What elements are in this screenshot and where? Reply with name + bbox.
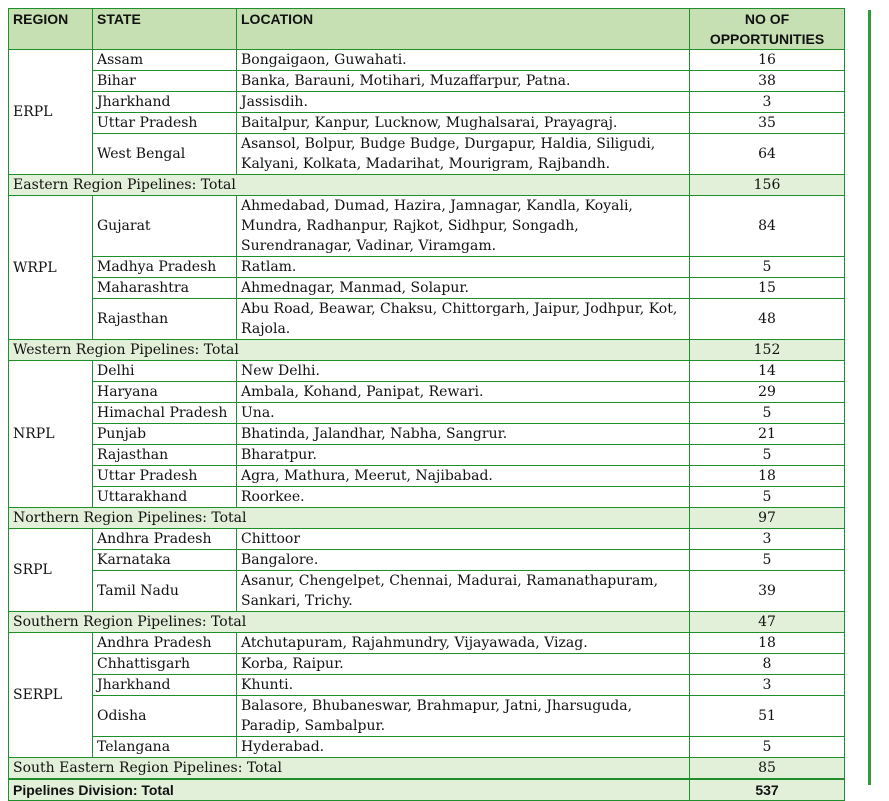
grand-total-value: 537	[690, 779, 845, 801]
header-region: REGION	[9, 9, 93, 50]
count-cell: 48	[690, 299, 845, 340]
count-cell: 8	[690, 654, 845, 675]
state-cell: Telangana	[93, 737, 237, 758]
location-cell: Ratlam.	[237, 257, 690, 278]
table-header-row	[9, 9, 845, 50]
region-cell: WRPL	[9, 196, 93, 340]
count-cell: 38	[690, 71, 845, 92]
region-total-value: 97	[690, 508, 845, 529]
count-cell: 5	[690, 487, 845, 508]
table-row	[9, 257, 845, 278]
table-row	[9, 445, 845, 466]
state-cell: West Bengal	[93, 134, 237, 175]
table-row	[9, 196, 845, 257]
state-cell: Haryana	[93, 382, 237, 403]
header-location: LOCATION	[237, 9, 690, 50]
location-cell: Banka, Barauni, Motihari, Muzaffarpur, Patna.	[237, 71, 690, 92]
region-total-value: 47	[690, 612, 845, 633]
state-cell: Uttarakhand	[93, 487, 237, 508]
state-cell: Chhattisgarh	[93, 654, 237, 675]
table-row	[9, 696, 845, 737]
state-cell: Karnataka	[93, 550, 237, 571]
table-row	[9, 403, 845, 424]
state-cell: Rajasthan	[93, 445, 237, 466]
region-total-value: 156	[690, 175, 845, 196]
state-cell: Rajasthan	[93, 299, 237, 340]
count-cell: 29	[690, 382, 845, 403]
state-cell: Jharkhand	[93, 675, 237, 696]
location-cell: Bhatinda, Jalandhar, Nabha, Sangrur.	[237, 424, 690, 445]
count-cell: 5	[690, 737, 845, 758]
state-cell: Jharkhand	[93, 92, 237, 113]
state-cell: Delhi	[93, 361, 237, 382]
table-row	[9, 550, 845, 571]
count-cell: 3	[690, 92, 845, 113]
state-cell: Andhra Pradesh	[93, 529, 237, 550]
count-cell: 16	[690, 50, 845, 71]
state-cell: Assam	[93, 50, 237, 71]
count-cell: 3	[690, 675, 845, 696]
count-cell: 51	[690, 696, 845, 737]
table-row	[9, 571, 845, 612]
location-cell: Atchutapuram, Rajahmundry, Vijayawada, Vizag.	[237, 633, 690, 654]
location-cell: Una.	[237, 403, 690, 424]
table-row	[9, 278, 845, 299]
table-row	[9, 382, 845, 403]
count-cell: 64	[690, 134, 845, 175]
state-cell: Andhra Pradesh	[93, 633, 237, 654]
grand-total-row	[9, 779, 845, 801]
state-cell: Gujarat	[93, 196, 237, 257]
grand-total-label: Pipelines Division: Total	[9, 779, 690, 801]
table-row	[9, 633, 845, 654]
header-state: STATE	[93, 9, 237, 50]
count-cell: 21	[690, 424, 845, 445]
state-cell: Uttar Pradesh	[93, 113, 237, 134]
region-total-label: South Eastern Region Pipelines: Total	[9, 758, 690, 780]
region-total-label: Southern Region Pipelines: Total	[9, 612, 690, 633]
table-row	[9, 737, 845, 758]
location-cell: Jassisdih.	[237, 92, 690, 113]
region-total-value: 152	[690, 340, 845, 361]
table-row	[9, 361, 845, 382]
table-row	[9, 675, 845, 696]
table-row	[9, 134, 845, 175]
region-total-value: 85	[690, 758, 845, 780]
table-row	[9, 487, 845, 508]
count-cell: 14	[690, 361, 845, 382]
region-total-row	[9, 175, 845, 196]
count-cell: 15	[690, 278, 845, 299]
table-row	[9, 424, 845, 445]
region-total-label: Northern Region Pipelines: Total	[9, 508, 690, 529]
region-total-row	[9, 508, 845, 529]
location-cell: Khunti.	[237, 675, 690, 696]
table-row	[9, 654, 845, 675]
state-cell: Madhya Pradesh	[93, 257, 237, 278]
count-cell: 5	[690, 550, 845, 571]
state-cell: Tamil Nadu	[93, 571, 237, 612]
count-cell: 3	[690, 529, 845, 550]
count-cell: 5	[690, 445, 845, 466]
region-total-label: Eastern Region Pipelines: Total	[9, 175, 690, 196]
count-cell: 18	[690, 466, 845, 487]
location-cell: Ahmednagar, Manmad, Solapur.	[237, 278, 690, 299]
location-cell: Abu Road, Beawar, Chaksu, Chittorgarh, Jaipur, Jodhpur, Kot, Rajola.	[237, 299, 690, 340]
region-total-label: Western Region Pipelines: Total	[9, 340, 690, 361]
state-cell: Odisha	[93, 696, 237, 737]
page-border-rule	[868, 10, 871, 785]
location-cell: Bangalore.	[237, 550, 690, 571]
location-cell: Roorkee.	[237, 487, 690, 508]
location-cell: Bongaigaon, Guwahati.	[237, 50, 690, 71]
state-cell: Uttar Pradesh	[93, 466, 237, 487]
header-opportunities: NO OF OPPORTUNITIES	[690, 9, 845, 50]
location-cell: Chittoor	[237, 529, 690, 550]
location-cell: Baitalpur, Kanpur, Lucknow, Mughalsarai, Prayagraj.	[237, 113, 690, 134]
region-cell: SERPL	[9, 633, 93, 758]
region-cell: NRPL	[9, 361, 93, 508]
location-cell: Korba, Raipur.	[237, 654, 690, 675]
table-row	[9, 466, 845, 487]
table-body	[9, 50, 845, 801]
state-cell: Himachal Pradesh	[93, 403, 237, 424]
location-cell: Bharatpur.	[237, 445, 690, 466]
count-cell: 39	[690, 571, 845, 612]
region-cell: SRPL	[9, 529, 93, 612]
count-cell: 18	[690, 633, 845, 654]
state-cell: Maharashtra	[93, 278, 237, 299]
table-row	[9, 113, 845, 134]
state-cell: Bihar	[93, 71, 237, 92]
table-row	[9, 299, 845, 340]
location-cell: Asansol, Bolpur, Budge Budge, Durgapur, Haldia, Siligudi, Kalyani, Kolkata, Madarihat, Mourigram, Rajbandh.	[237, 134, 690, 175]
count-cell: 35	[690, 113, 845, 134]
table-row	[9, 529, 845, 550]
region-total-row	[9, 340, 845, 361]
region-cell: ERPL	[9, 50, 93, 175]
table-row	[9, 92, 845, 113]
region-total-row	[9, 612, 845, 633]
state-cell: Punjab	[93, 424, 237, 445]
count-cell: 84	[690, 196, 845, 257]
location-cell: New Delhi.	[237, 361, 690, 382]
location-cell: Balasore, Bhubaneswar, Brahmapur, Jatni, Jharsuguda, Paradip, Sambalpur.	[237, 696, 690, 737]
location-cell: Ambala, Kohand, Panipat, Rewari.	[237, 382, 690, 403]
table-row	[9, 71, 845, 92]
count-cell: 5	[690, 257, 845, 278]
location-cell: Agra, Mathura, Meerut, Najibabad.	[237, 466, 690, 487]
opportunities-table	[8, 8, 845, 801]
region-total-row	[9, 758, 845, 780]
location-cell: Ahmedabad, Dumad, Hazira, Jamnagar, Kandla, Koyali, Mundra, Radhanpur, Rajkot, Sidhpur, Songadh, Surendranagar, Vadinar, Viramgam.	[237, 196, 690, 257]
table-row	[9, 50, 845, 71]
location-cell: Asanur, Chengelpet, Chennai, Madurai, Ramanathapuram, Sankari, Trichy.	[237, 571, 690, 612]
location-cell: Hyderabad.	[237, 737, 690, 758]
opportunities-document	[8, 8, 844, 801]
count-cell: 5	[690, 403, 845, 424]
